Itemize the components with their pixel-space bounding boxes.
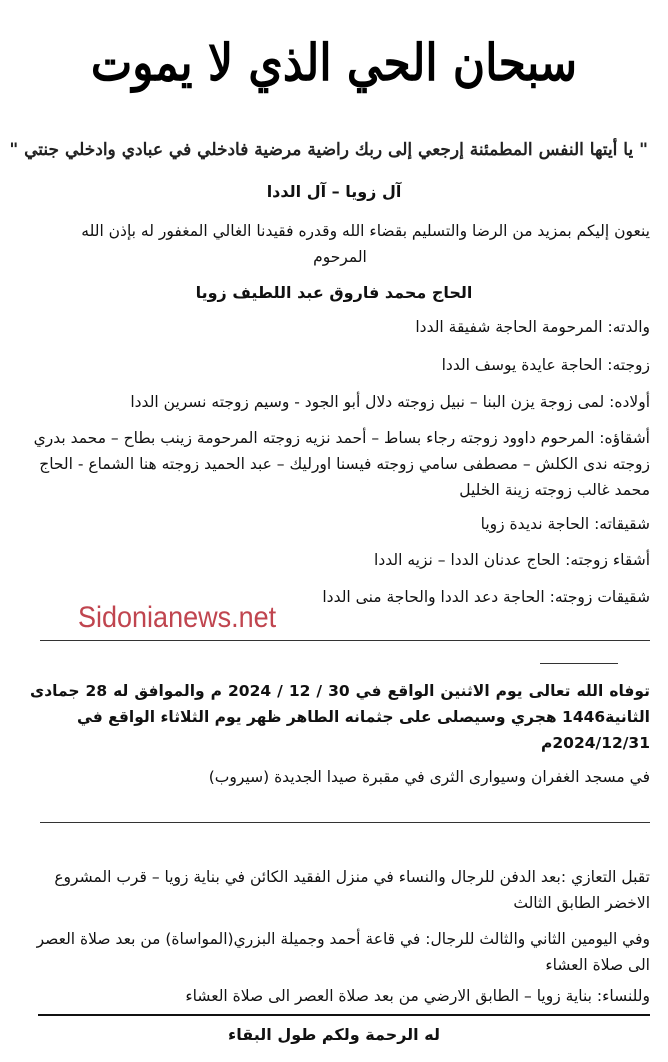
death-line-2: الثانية1446 هجري وسيصلى على جثمانه الطاهر ظهر يوم الثلاثاء الواقع في xyxy=(76,708,650,726)
closing-phrase: له الرحمة ولكم طول البقاء xyxy=(228,1025,440,1044)
burial-info: في مسجد الغفران وسيوارى الثرى في مقبرة صيدا الجديدة (سيروب) xyxy=(208,768,650,786)
divider-3 xyxy=(38,1014,650,1016)
relative-wife-brothers: أشقاء زوجته: الحاج عدنان الددا – نزيه الددا xyxy=(374,551,650,569)
divider-short xyxy=(540,663,618,664)
divider-1 xyxy=(40,640,650,641)
condolences-first: تقبل التعازي :بعد الدفن للرجال والنساء في منزل الفقيد الكائن في بناية زويا – قرب المشروع الاخضر الطابق الثالث xyxy=(54,868,650,912)
intro-line-2: المرحوم xyxy=(313,248,367,266)
intro-line-1: ينعون إليكم بمزيد من الرضا والتسليم بقضاء الله وقدره فقيدنا الغالي المغفور له بإذن الله xyxy=(81,222,650,240)
death-line-1: توفاه الله تعالى يوم الاثنين الواقع في 30 / 12 / 2024 م والموافق له 28 جمادى xyxy=(30,682,650,700)
relative-children: أولاده: لمى زوجة يزن البنا – نبيل زوجته دلال أبو الجود - وسيم زوجته نسرين الددا xyxy=(130,393,650,411)
watermark: Sidonianews.net xyxy=(78,601,277,634)
family-names: آل زويا – آل الددا xyxy=(266,182,402,201)
deceased-name: الحاج محمد فاروق عبد اللطيف زويا xyxy=(195,283,473,302)
death-notice xyxy=(30,678,650,756)
divider-2 xyxy=(40,822,650,823)
relative-mother: والدته: المرحومة الحاجة شفيقة الددا xyxy=(415,318,650,336)
relative-brothers: أشقاؤه: المرحوم داوود زوجته رجاء بساط – أحمد نزيه زوجته المرحومة زينب بطاح – محمد بدري زوجته ندى الكلش – مصطفى سامي زوجته فيسنا اورليك – عبد الحميد زوجته هنا الشماع - الحاج محمد غالب زوجته زينة الخليل xyxy=(33,429,650,499)
quran-verse: " يا أيتها النفس المطمئنة إرجعي إلى ربك راضية مرضية فادخلي في عبادي وادخلي جنتي " xyxy=(9,140,648,160)
relative-wife-sisters: شقيقات زوجته: الحاجة دعد الددا والحاجة منى الددا xyxy=(322,588,650,606)
condolences-third: وللنساء: بناية زويا – الطابق الارضي من بعد صلاة العصر الى صلاة العشاء xyxy=(185,987,650,1005)
condolences-second: وفي اليومين الثاني والثالث للرجال: في قاعة أحمد وجميلة البزري(المواساة) من بعد صلاة العصر الى صلاة العشاء xyxy=(36,930,650,974)
relative-wife: زوجته: الحاجة عايدة يوسف الددا xyxy=(441,356,650,374)
relative-sister: شقيقاته: الحاجة نديدة زويا xyxy=(480,515,650,533)
intro-text xyxy=(30,218,650,270)
calligraphy-header: سبحان الحي الذي لا يموت xyxy=(90,34,578,93)
death-line-3: 2024/12/31م xyxy=(541,734,650,752)
